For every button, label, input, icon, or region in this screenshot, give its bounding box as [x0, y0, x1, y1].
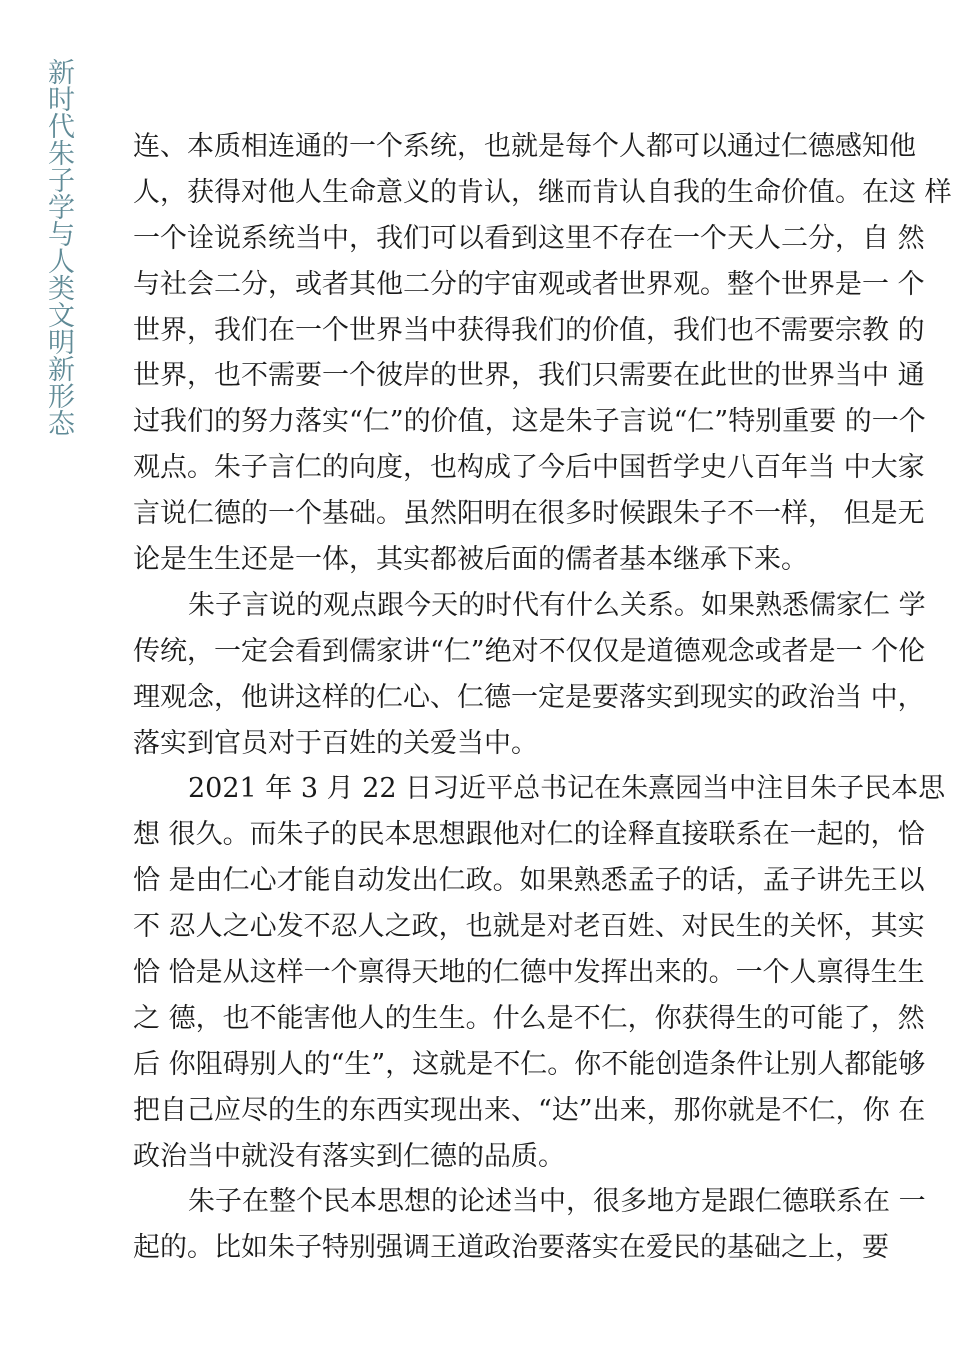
text-line: 朱子言说的观点跟今天的时代有什么关系。如果熟悉儒家仁 学 [188, 589, 926, 621]
text-line: 想 很久。而朱子的民本思想跟他对仁的诠释直接联系在一起的，恰 [133, 819, 925, 851]
text-line: 一个诠说系统当中，我们可以看到这里不存在一个天人二分，自 然 [133, 222, 925, 254]
text-line: 言说仁德的一个基础。虽然阳明在很多时候跟朱子不一样， 但是无 [133, 498, 925, 530]
text-line: 连、本质相连通的一个系统，也就是每个人都可以通过仁德感知他 [133, 131, 916, 162]
text-line: 政治当中就没有落实到仁德的品质。 [133, 1140, 565, 1172]
running-head-vertical-title: 新时代朱子学与人类文明新形态 [43, 58, 74, 436]
page-body [133, 124, 952, 1271]
text-line: 朱子在整个民本思想的论述当中，很多地方是跟仁德联系在 一 [188, 1186, 926, 1218]
paragraph [133, 583, 926, 767]
paragraph [133, 766, 946, 1179]
text-line: 世界，我们在一个世界当中获得我们的价值，我们也不需要宗教 的 [133, 314, 925, 346]
paragraph [133, 124, 952, 583]
text-line: 恰 恰是从这样一个禀得天地的仁德中发挥出来的。一个人禀得生生 [133, 957, 925, 989]
text-line: 理观念，他讲这样的仁心、仁德一定是要落实到现实的政治当 中， [133, 681, 925, 713]
text-line: 2021 年 3 月 22 日习近平总书记在朱熹园当中注目朱子民本思 [188, 773, 946, 805]
text-line: 论是生生还是一体，其实都被后面的儒者基本继承下来。 [133, 544, 808, 576]
text-line: 观点。朱子言仁的向度，也构成了今后中国哲学史八百年当 中大家 [133, 452, 925, 484]
text-line: 起的。比如朱子特别强调王道政治要落实在爱民的基础之上，要 [133, 1232, 889, 1264]
text-line: 不 忍人之心发不忍人之政，也就是对老百姓、对民生的关怀，其实 [133, 911, 925, 943]
text-line: 与社会二分，或者其他二分的宇宙观或者世界观。整个世界是一 个 [133, 268, 925, 300]
text-line: 恰 是由仁心才能自动发出仁政。如果熟悉孟子的话，孟子讲先王以 [133, 865, 925, 897]
text-line: 把自己应尽的生的东西实现出来、“达”出来，那你就是不仁，你 在 [133, 1094, 926, 1126]
text-line: 落实到官员对于百姓的关爱当中。 [133, 727, 538, 759]
text-line: 过我们的努力落实“仁”的价值，这是朱子言说“仁”特别重要 的一个 [133, 406, 926, 438]
text-line: 传统，一定会看到儒家讲“仁”绝对不仅仅是道德观念或者是一 个伦 [133, 635, 926, 667]
paragraph [133, 1179, 926, 1271]
text-line: 后 你阻碍别人的“生”，这就是不仁。你不能创造条件让别人都能够 [133, 1048, 926, 1080]
text-line: 之 德，也不能害他人的生生。什么是不仁，你获得生的可能了，然 [133, 1002, 925, 1034]
text-line: 人，获得对他人生命意义的肯认，继而肯认自我的生命价值。在这 样 [133, 176, 952, 208]
text-line: 世界，也不需要一个彼岸的世界，我们只需要在此世的世界当中 通 [133, 360, 925, 392]
